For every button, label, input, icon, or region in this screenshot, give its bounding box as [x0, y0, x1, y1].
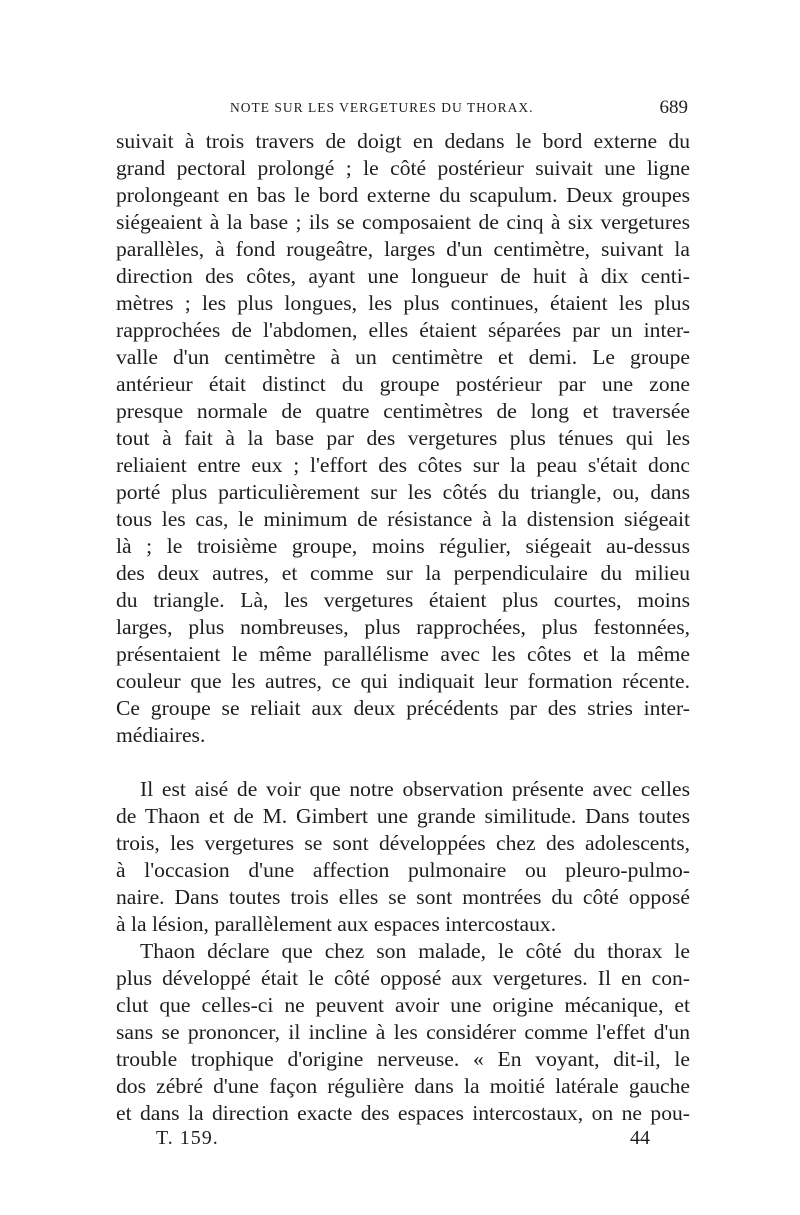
text-line: grand pectoral prolongé ; le côté postérieur suivait une ligne [116, 156, 690, 180]
paragraph-gap [116, 749, 690, 776]
body-text [116, 128, 690, 1127]
text-line: suivait à trois travers de doigt en dedans le bord externe du [116, 129, 690, 153]
text-line: dos zébré d'une façon régulière dans la moitié latérale gauche [116, 1074, 690, 1098]
text-line: Il est aisé de voir que notre observation présente avec celles [140, 777, 690, 801]
text-line: presque normale de quatre centimètres de long et traversée [116, 399, 690, 423]
text-line: à l'occasion d'une affection pulmonaire ou pleuro-pulmo- [116, 858, 690, 882]
text-line: larges, plus nombreuses, plus rapprochées, plus festonnées, [116, 615, 690, 639]
text-line: plus développé était le côté opposé aux vergetures. Il en con- [116, 966, 690, 990]
text-line: à la lésion, parallèlement aux espaces intercostaux. [116, 912, 557, 936]
text-line: des deux autres, et comme sur la perpendiculaire du milieu [116, 561, 690, 585]
text-line: prolongeant en bas le bord externe du scapulum. Deux groupes [116, 183, 690, 207]
text-line: tout à fait à la base par des vergetures plus ténues qui les [116, 426, 690, 450]
text-line: parallèles, à fond rougeâtre, larges d'un centimètre, suivant la [116, 237, 690, 261]
text-line: de Thaon et de M. Gimbert une grande similitude. Dans toutes [116, 804, 690, 828]
text-line: valle d'un centimètre à un centimètre et demi. Le groupe [116, 345, 690, 369]
page-number: 689 [659, 97, 688, 118]
text-line: médiaires. [116, 723, 206, 747]
text-line: antérieur était distinct du groupe postérieur par une zone [116, 372, 690, 396]
text-line: rapprochées de l'abdomen, elles étaient séparées par un inter- [116, 318, 690, 342]
text-line: trouble trophique d'origine nerveuse. « En voyant, dit-il, le [116, 1047, 690, 1071]
text-line: tous les cas, le minimum de résistance à la distension siégeait [116, 507, 690, 531]
page-footer [116, 1127, 690, 1155]
text-line: Ce groupe se reliait aux deux précédents par des stries inter- [116, 696, 690, 720]
running-title: NOTE SUR LES VERGETURES DU THORAX. [230, 100, 534, 115]
text-line: couleur que les autres, ce qui indiquait leur formation récente. [116, 669, 690, 693]
text-line: siégeaient à la base ; ils se composaient de cinq à six vergetures [116, 210, 690, 234]
text-line: naire. Dans toutes trois elles se sont montrées du côté opposé [116, 885, 690, 909]
running-head [116, 97, 690, 124]
text-line: trois, les vergetures se sont développées chez des adolescents, [116, 831, 690, 855]
text-line: du triangle. Là, les vergetures étaient plus courtes, moins [116, 588, 690, 612]
sheet-number: 44 [630, 1127, 650, 1149]
text-line: porté plus particulièrement sur les côtés du triangle, ou, dans [116, 480, 690, 504]
text-line: direction des côtes, ayant une longueur de huit à dix centi- [116, 264, 690, 288]
text-line: présentaient le même parallélisme avec les côtes et la même [116, 642, 690, 666]
text-line: clut que celles-ci ne peuvent avoir une origine mécanique, et [116, 993, 690, 1017]
signature-mark: T. 159. [156, 1127, 219, 1149]
text-line: Thaon déclare que chez son malade, le côté du thorax le [140, 939, 690, 963]
text-line: sans se prononcer, il incline à les considérer comme l'effet d'un [116, 1020, 690, 1044]
text-line: mètres ; les plus longues, les plus continues, étaient les plus [116, 291, 690, 315]
text-line: reliaient entre eux ; l'effort des côtes sur la peau s'était donc [116, 453, 690, 477]
text-line: là ; le troisième groupe, moins régulier, siégeait au-dessus [116, 534, 690, 558]
text-line: et dans la direction exacte des espaces intercostaux, on ne pou- [116, 1101, 690, 1125]
